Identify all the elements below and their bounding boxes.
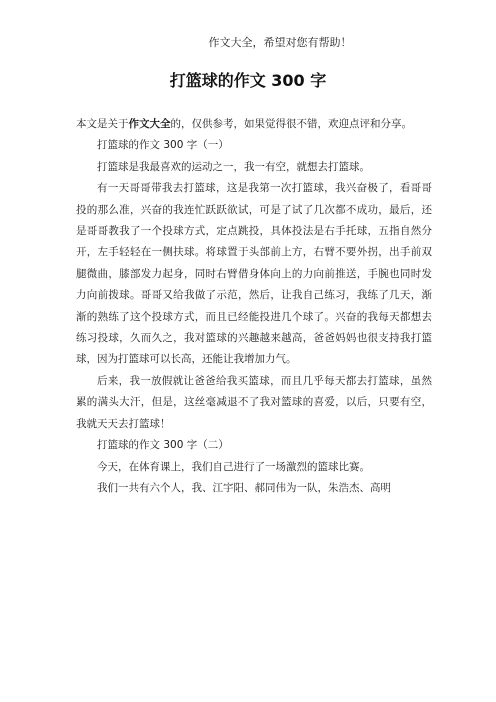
section-heading-2: 打篮球的作文 300 字（二） — [97, 439, 229, 452]
paragraph: 打篮球是我最喜欢的运动之一，我一有空，就想去打篮球。 — [97, 160, 370, 173]
intro-bold: 作文大全 — [128, 118, 171, 130]
paragraph: 我们一共有六个人，我、江宇阳、郝同伟为一队，朱浩杰、高明 — [97, 481, 391, 494]
section-heading-1: 打篮球的作文 300 字（一） — [97, 139, 229, 152]
intro-paragraph — [76, 114, 432, 135]
paragraph: 有一天哥哥带我去打篮球，这是我第一次打篮球，我兴奋极了，看哥哥投的那么准，兴奋的我连忙跃跃欲试，可是了试了几次都不成功，最后，还是哥哥教我了一个投球方式，定点跳投，具体投法是右手托球，五指自然分开，左手轻轻在一侧扶球。将球置于头部前上方，右臂不要外拐，出手前双腿微曲，膝部发力起身，同时右臂借身体向上的力向前推送，手腕也同时发力向前拨球。哥哥又给我做了示范，然后，让我自己练习，我练了几天，渐渐的熟练了这个投球方式，而且已经能投进几个球了。兴奋的我每天都想去练习投球，久而久之，我对篮球的兴趣越来越高，爸爸妈妈也很支持我打篮球，因为打篮球可以长高，还能让我增加力气。 — [76, 182, 432, 366]
page-title: 打篮球的作文 300 字 — [169, 71, 327, 90]
article-body — [76, 114, 432, 499]
header-note: 作文大全，希望对您有帮助！ — [208, 36, 352, 49]
paragraph: 今天，在体育课上，我们自己进行了一场激烈的篮球比赛。 — [97, 460, 370, 473]
intro-suffix: 的，仅供参考，如果觉得很不错，欢迎点评和分享。 — [170, 118, 412, 130]
paragraph: 后来，我一放假就让爸爸给我买篮球，而且几乎每天都去打篮球，虽然累的满头大汗，但是，这丝毫减退不了我对篮球的喜爱，以后，只要有空，我就天天去打篮球！ — [76, 374, 432, 430]
intro-prefix: 本文是关于 — [76, 118, 129, 130]
